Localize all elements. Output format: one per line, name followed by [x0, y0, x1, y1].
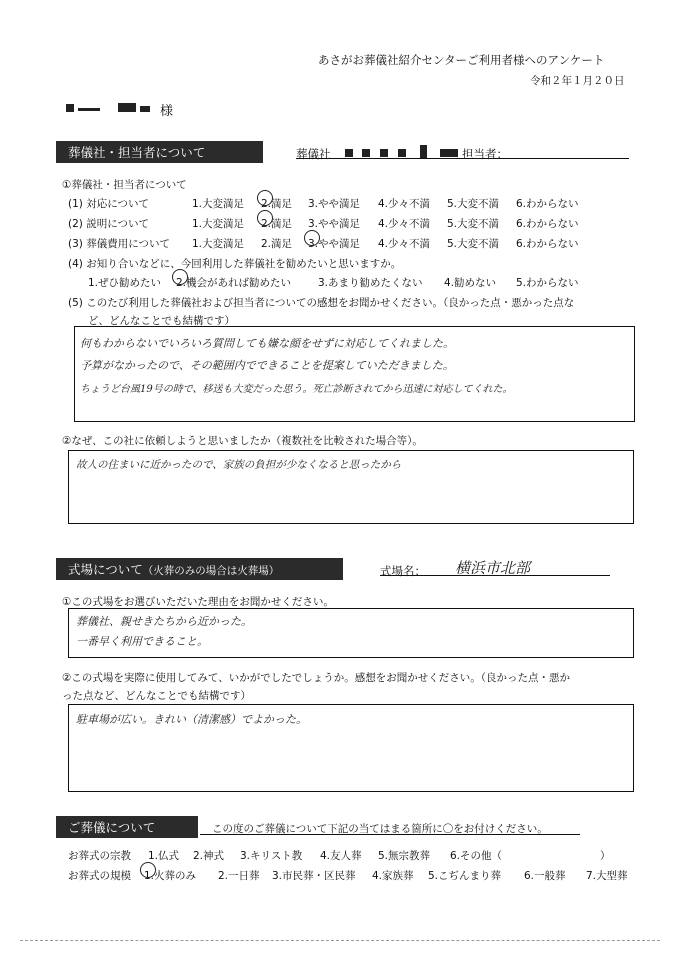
- religion-label: お葬式の宗教: [68, 850, 131, 862]
- section-heading-funeral: ご葬儀について: [56, 816, 198, 838]
- scale-option: 5.こぢんまり葬: [428, 870, 502, 882]
- survey-title: あさがお葬儀社紹介センターご利用者様へのアンケート: [318, 53, 605, 67]
- q1-row-option: 3.やや満足: [308, 198, 361, 210]
- venue-name: 横浜市北部: [455, 559, 531, 577]
- religion-option: 4.友人葬: [320, 850, 362, 862]
- scale-option: 6.一般葬: [524, 870, 566, 882]
- selection-circle: [172, 269, 188, 285]
- q5-answer-line: 何もわからないでいろいろ質問しても嫌な顔をせずに対応してくれました。: [80, 337, 454, 350]
- venue-q2-title: った点など、どんなことでも結構です）: [62, 690, 251, 702]
- section-heading-company: 葬儀社・担当者について: [56, 141, 263, 163]
- scale-option: 2.一日葬: [218, 870, 260, 882]
- q1-row-option: 2.満足: [261, 218, 293, 230]
- venue-q2-answer: 駐車場が広い。きれい（清潔感）でよかった。: [76, 713, 307, 726]
- venue-heading-note: （火葬のみの場合は火葬場）: [142, 565, 280, 577]
- religion-close-paren: ）: [600, 850, 611, 862]
- q1-row-option: 4.少々不満: [378, 218, 431, 230]
- q1-row-option: 4.少々不満: [378, 198, 431, 210]
- q1-row-option: 6.わからない: [516, 198, 579, 210]
- q5-answer-line: ちょうど台風19号の時で、移送も大変だった思う。死亡診断されてから迅速に対応してくれた。: [80, 384, 513, 395]
- q4-option: 3.あまり勧めたくない: [318, 277, 423, 289]
- survey-date: 令和２年１月２０日: [530, 75, 625, 87]
- redacted-customer-name: [78, 108, 100, 111]
- q1-row-label: (2) 説明について: [68, 218, 150, 230]
- venue-label: 式場名：: [380, 564, 426, 578]
- venue-q1-title: ①この式場をお選びいただいた理由をお聞かせください。: [62, 596, 334, 608]
- q5-title: ど、どんなことでも結構です）: [88, 315, 235, 327]
- q4-option: 5.わからない: [516, 277, 579, 289]
- q1-row-option: 5.大変不満: [447, 238, 500, 250]
- religion-option: 3.キリスト教: [240, 850, 303, 862]
- redacted-customer-name: [66, 104, 74, 112]
- q1-row-option: 3.やや満足: [308, 218, 361, 230]
- q1-row-option: 1.大変満足: [192, 198, 245, 210]
- q1-row-option: 4.少々不満: [378, 238, 431, 250]
- redacted-company-name: [440, 149, 458, 157]
- q1-title: ①葬儀社・担当者について: [62, 179, 187, 191]
- redacted-company-name: [345, 149, 353, 157]
- company-label: 葬儀社: [296, 147, 331, 161]
- q1-row-option: 2.満足: [261, 198, 293, 210]
- scale-option: 4.家族葬: [372, 870, 414, 882]
- selection-circle: [304, 230, 320, 246]
- scale-label: お葬式の規模: [68, 870, 131, 882]
- q1-row-option: 1.大変満足: [192, 238, 245, 250]
- section-heading-venue: [56, 558, 343, 580]
- scale-option: 3.市民葬・区民葬: [272, 870, 356, 882]
- company-underline: [296, 158, 629, 159]
- religion-option: 1.仏式: [148, 850, 180, 862]
- q2-title: ②なぜ、この社に依頼しようと思いましたか（複数社を比較された場合等）。: [62, 435, 423, 447]
- funeral-instruction-underline: [200, 834, 580, 835]
- religion-option: 6.その他（: [450, 850, 503, 862]
- venue-q1-answer-line: 葬儀社、親せきたちから近かった。: [76, 615, 252, 628]
- q2-answer: 故人の住まいに近かったので、家族の負担が少なくなると思ったから: [76, 459, 402, 471]
- q5-title: (5) このたび利用した葬儀社および担当者についての感想をお聞かせください。（良かった点・悪かった点な: [68, 297, 575, 309]
- redacted-company-name: [362, 149, 370, 157]
- q4-option: 1.ぜひ勧めたい: [88, 277, 162, 289]
- q5-answer-line: 予算がなかったので、その範囲内でできることを提案していただきました。: [80, 359, 454, 372]
- q1-row-option: 1.大変満足: [192, 218, 245, 230]
- redacted-company-name: [398, 149, 406, 157]
- religion-option: 2.神式: [193, 850, 225, 862]
- religion-option: 5.無宗教葬: [378, 850, 431, 862]
- selection-circle: [257, 190, 273, 206]
- q1-row-option: 6.わからない: [516, 238, 579, 250]
- venue-q1-answer-line: 一番早く利用できること。: [76, 635, 208, 648]
- redacted-company-name: [420, 145, 427, 158]
- q1-row-option: 3.やや満足: [308, 238, 361, 250]
- redacted-customer-name: [118, 103, 136, 112]
- q4-option: 4.勧めない: [444, 277, 497, 289]
- venue-heading-main: 式場について: [68, 562, 143, 577]
- redacted-company-name: [380, 149, 388, 157]
- q1-row-option: 5.大変不満: [447, 198, 500, 210]
- selection-circle: [257, 210, 273, 226]
- funeral-instruction: この度のご葬儀について下記の当てはまる箇所に〇をお付けください。: [212, 823, 548, 835]
- venue-underline: [380, 575, 610, 576]
- q1-row-label: (1) 対応について: [68, 198, 150, 210]
- q4-title: (4) お知り合いなどに、今回利用した葬儀社を勧めたいと思いますか。: [68, 258, 402, 270]
- scale-option: 7.大型葬: [586, 870, 628, 882]
- q1-row-label: (3) 葬儀費用について: [68, 238, 171, 250]
- scale-option: 1.火葬のみ: [144, 870, 197, 882]
- venue-q2-title: ②この式場を実際に使用してみて、いかがでしたでしょうか。感想をお聞かせください。（良かった点・悪か: [62, 672, 570, 684]
- q1-row-option: 2.満足: [261, 238, 293, 250]
- selection-circle: [140, 862, 156, 878]
- customer-suffix: 様: [160, 104, 174, 119]
- q1-row-option: 5.大変不満: [447, 218, 500, 230]
- redacted-customer-name: [140, 106, 150, 112]
- q1-row-option: 6.わからない: [516, 218, 579, 230]
- footer-scan-line: [20, 940, 660, 941]
- q4-option: 2.機会があれば勧めたい: [176, 277, 292, 289]
- staff-label: 担当者：: [462, 147, 508, 161]
